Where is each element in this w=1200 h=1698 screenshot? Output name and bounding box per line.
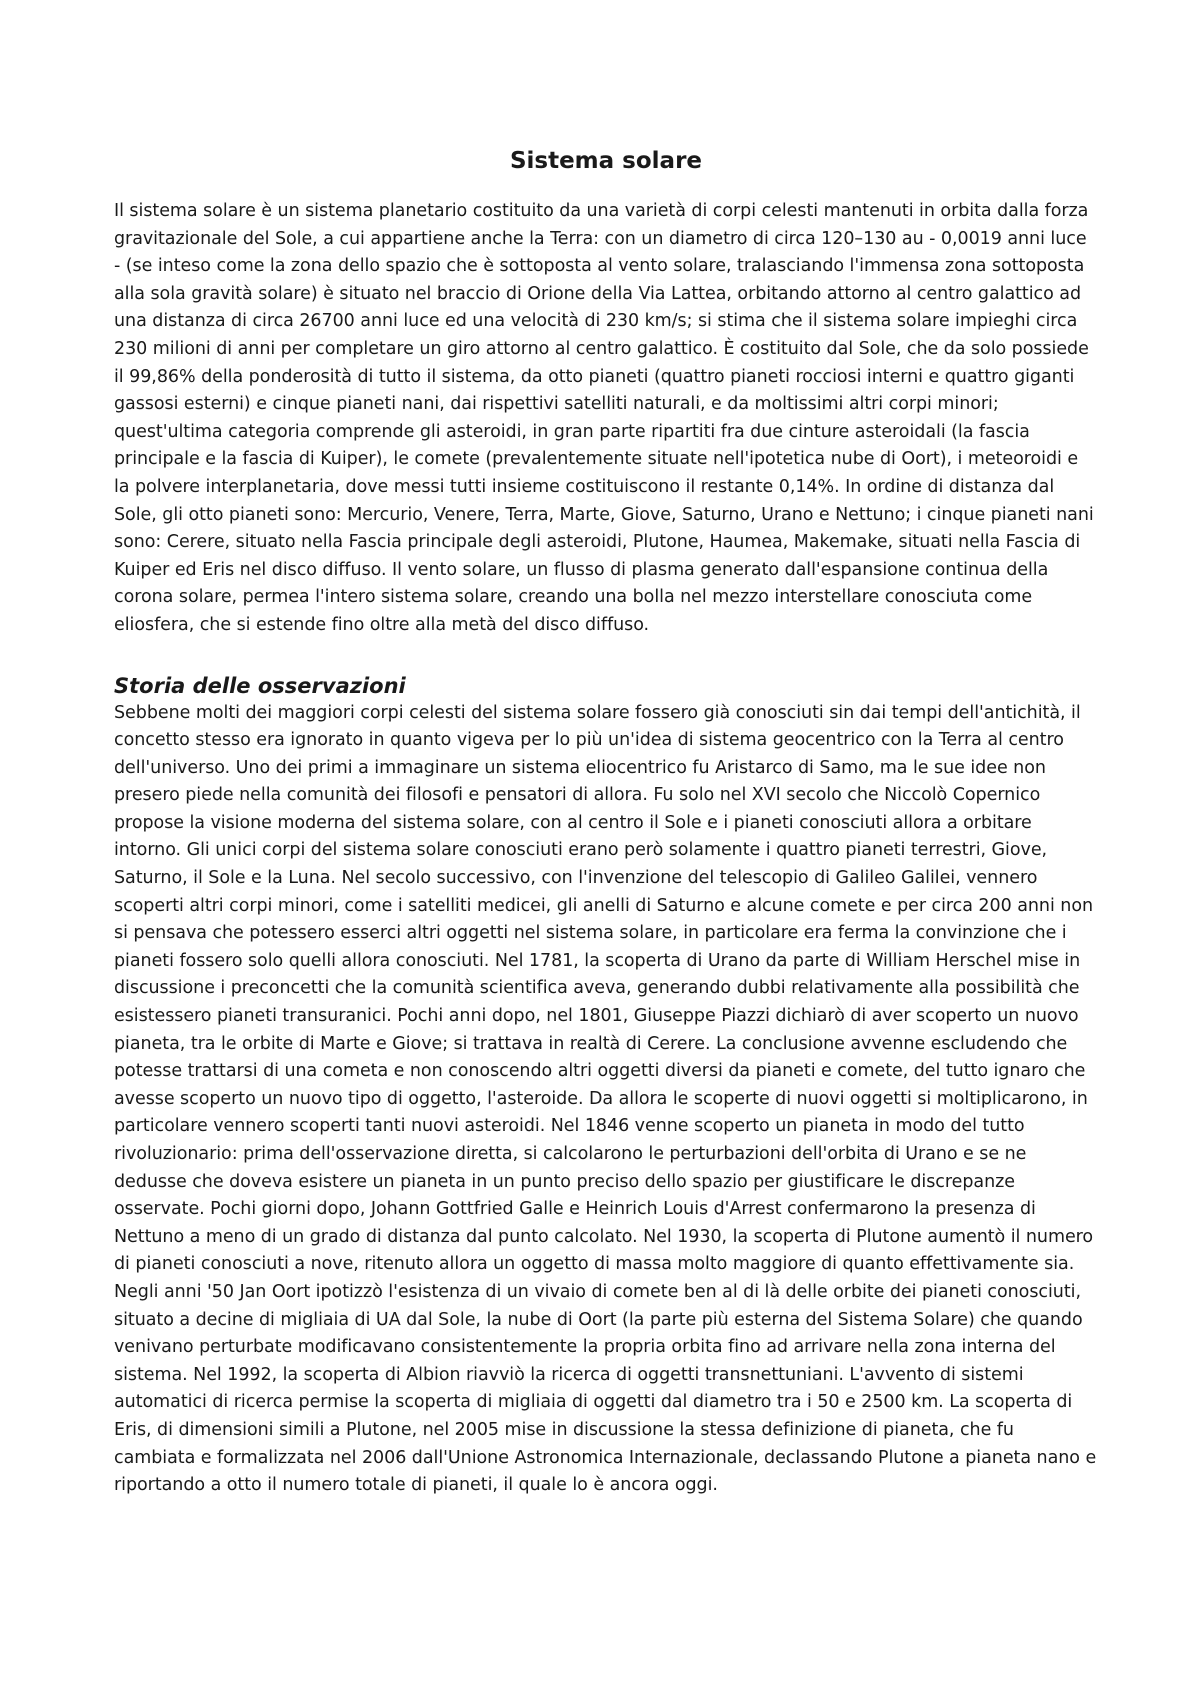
intro-paragraph: Il sistema solare è un sistema planetario costituito da una varietà di corpi celesti mantenuti in orbita dalla forza gravitazionale del Sole, a cui appartiene anche la Terra: con un diametro di circa 120–130 au - 0,0019 anni luce - (se inteso come la zona dello spazio che è sottoposta al vento solare, tralasciando l'immensa zona sottoposta alla sola gravità solare) è situato nel braccio di Orione della Via Lattea, orbitando attorno al centro galattico ad una distanza di circa 26700 anni luce ed una velocità di 230 km/s; si stima che il sistema solare impieghi circa 230 milioni di anni per completare un giro attorno al centro galattico. È costituito dal Sole, che da solo possiede il 99,86% della ponderosità di tutto il sistema, da otto pianeti (quattro pianeti rocciosi interni e quattro giganti gassosi esterni) e cinque pianeti nani, dai rispettivi satelliti naturali, e da moltissimi altri corpi minori; quest'ultima categoria comprende gli asteroidi, in gran parte ripartiti fra due cinture asteroidali (la fascia principale e la fascia di Kuiper), le comete (prevalentemente situate nell'ipotetica nube di Oort), i meteoroidi e la polvere interplanetaria, dove messi tutti insieme costituiscono il restante 0,14%. In ordine di distanza dal Sole, gli otto pianeti sono: Mercurio, Venere, Terra, Marte, Giove, Saturno, Urano e Nettuno; i cinque pianeti nani sono: Cerere, situato nella Fascia principale degli asteroidi, Plutone, Haumea, Makemake, situati nella Fascia di Kuiper ed Eris nel disco diffuso. Il vento solare, un flusso di plasma generato dall'espansione continua della corona solare, permea l'intero sistema solare, creando una bolla nel mezzo interstellare conosciuta come eliosfera, che si estende fino oltre alla metà del disco diffuso.: [114, 201, 1094, 635]
section-heading: Storia delle osservazioni: [114, 673, 406, 698]
section-paragraph: Sebbene molti dei maggiori corpi celesti del sistema solare fossero già conosciuti sin dai tempi dell'antichità, il concetto stesso era ignorato in quanto vigeva per lo più un'idea di sistema geocentrico con la Terra al centro dell'universo. Uno dei primi a immaginare un sistema eliocentrico fu Aristarco di Samo, ma le sue idee non presero piede nella comunità dei filosofi e pensatori di allora. Fu solo nel XVI secolo che Niccolò Copernico propose la visione moderna del sistema solare, con al centro il Sole e i pianeti conosciuti allora a orbitare intorno. Gli unici corpi del sistema solare conosciuti erano però solamente i quattro pianeti terrestri, Giove, Saturno, il Sole e la Luna. Nel secolo successivo, con l'invenzione del telescopio di Galileo Galilei, vennero scoperti altri corpi minori, come i satelliti medicei, gli anelli di Saturno e alcune comete e per circa 200 anni non si pensava che potessero esserci altri oggetti nel sistema solare, in particolare era ferma la convinzione che i pianeti fossero solo quelli allora conosciuti. Nel 1781, la scoperta di Urano da parte di William Herschel mise in discussione i preconcetti che la comunità scientifica aveva, generando dubbi relativamente alla possibilità che esistessero pianeti transuranici. Pochi anni dopo, nel 1801, Giuseppe Piazzi dichiarò di aver scoperto un nuovo pianeta, tra le orbite di Marte e Giove; si trattava in realtà di Cerere. La conclusione avvenne escludendo che potesse trattarsi di una cometa e non conoscendo altri oggetti diversi da pianeti e comete, del tutto ignaro che avesse scoperto un nuovo tipo di oggetto, l'asteroide. Da allora le scoperte di nuovi oggetti si moltiplicarono, in particolare vennero scoperti tanti nuovi asteroidi. Nel 1846 venne scoperto un pianeta in modo del tutto rivoluzionario: prima dell'osservazione diretta, si calcolarono le perturbazioni dell'orbita di Urano e se ne dedusse che doveva esistere un pianeta in un punto preciso dello spazio per giustificare le discrepanze osservate. Pochi giorni dopo, Johann Gottfried Galle e Heinrich Louis d'Arrest confermarono la presenza di Nettuno a meno di un grado di distanza dal punto calcolato. Nel 1930, la scoperta di Plutone aumentò il numero di pianeti conosciuti a nove, ritenuto allora un oggetto di massa molto maggiore di quanto effettivamente sia. Negli anni '50 Jan Oort ipotizzò l'esistenza di un vivaio di comete ben al di là delle orbite dei pianeti conosciuti, situato a decine di migliaia di UA dal Sole, la nube di Oort (la parte più esterna del Sistema Solare) che quando venivano perturbate modificavano consistentemente la propria orbita fino ad arrivare nella zona interna del sistema. Nel 1992, la scoperta di Albion riavviò la ricerca di oggetti transnettuniani. L'avvento di sistemi automatici di ricerca permise la scoperta di migliaia di oggetti dal diametro tra i 50 e 2500 km. La scoperta di Eris, di dimensioni simili a Plutone, nel 2005 mise in discussione la stessa definizione di pianeta, che fu cambiata e formalizzata nel 2006 dall'Unione Astronomica Internazionale, declassando Plutone a pianeta nano e riportando a otto il numero totale di pianeti, il quale lo è ancora oggi.: [114, 702, 1097, 1496]
document-page: [114, 146, 1098, 1500]
document-title: Sistema solare: [509, 148, 703, 174]
